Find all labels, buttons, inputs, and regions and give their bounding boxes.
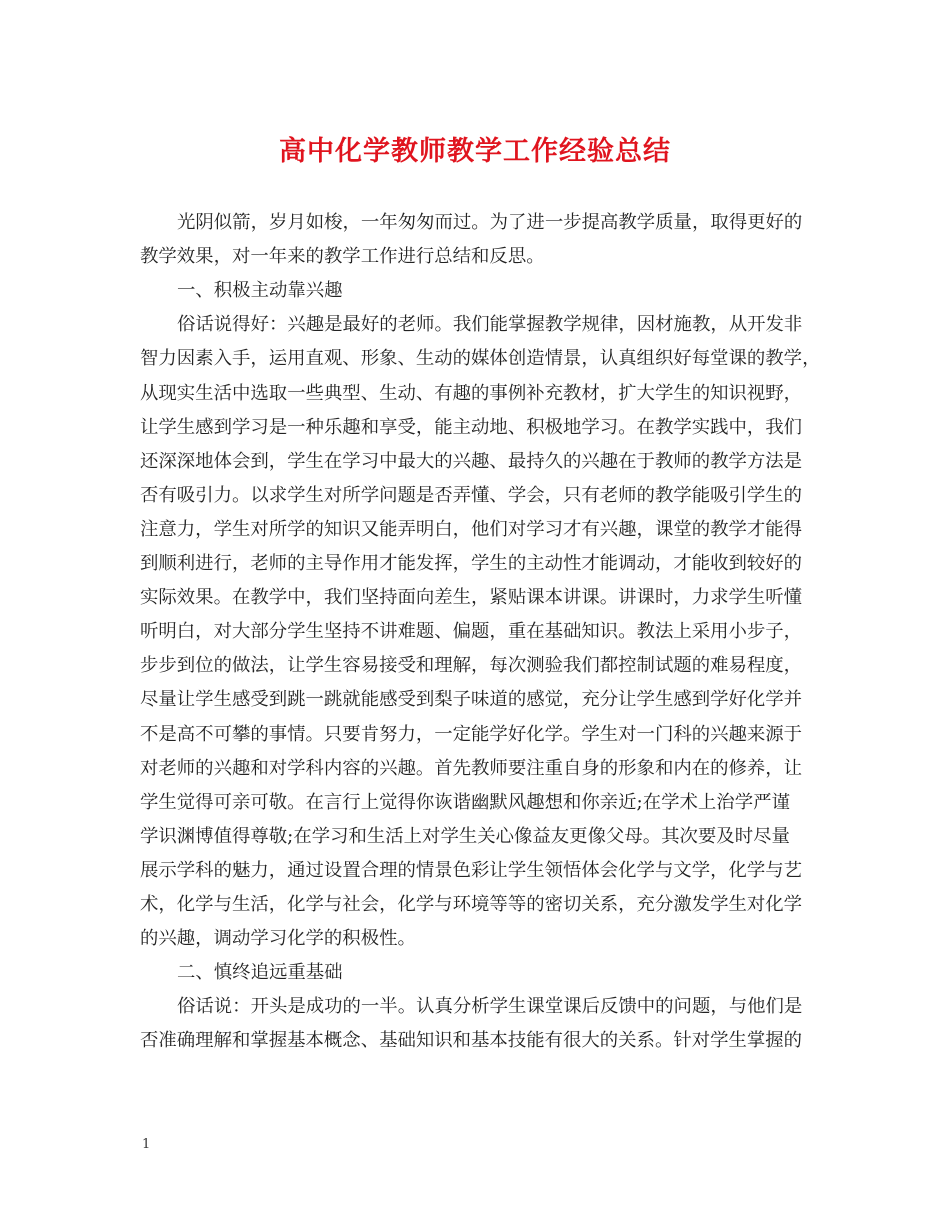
body-text-line: 尽量让学生感受到跳一跳就能感受到梨子味道的感觉，充分让学生感到学好化学并 bbox=[140, 689, 803, 710]
body-text-line: 一、积极主动靠兴趣 bbox=[177, 280, 343, 301]
body-text-line: 的兴趣，调动学习化学的积极性。 bbox=[140, 928, 416, 949]
body-text-line: 否有吸引力。以求学生对所学问题是否弄懂、学会，只有老师的教学能吸引学生的 bbox=[140, 485, 803, 506]
body-text-line: 步步到位的做法，让学生容易接受和理解，每次测验我们都控制试题的难易程度， bbox=[140, 655, 803, 676]
body-text-line: 光阴似箭，岁月如梭，一年匆匆而过。为了进一步提高教学质量，取得更好的 bbox=[177, 212, 803, 233]
body-text-line: 学识渊博值得尊敬;在学习和生活上对学生关心像益友更像父母。其次要及时尽量 bbox=[140, 826, 790, 847]
body-text-line: 还深深地体会到，学生在学习中最大的兴趣、最持久的兴趣在于教师的教学方法是 bbox=[140, 451, 803, 472]
body-text-line: 教学效果，对一年来的教学工作进行总结和反思。 bbox=[140, 246, 545, 267]
body-text-line: 不是高不可攀的事情。只要肯努力，一定能学好化学。学生对一门科的兴趣来源于 bbox=[140, 724, 803, 745]
body-text-line: 到顺利进行，老师的主导作用才能发挥，学生的主动性才能调动，才能收到较好的 bbox=[140, 553, 803, 574]
body-text-line: 俗话说得好：兴趣是最好的老师。我们能掌握教学规律，因材施教，从开发非 bbox=[177, 314, 803, 335]
body-text-line: 智力因素入手，运用直观、形象、生动的媒体创造情景，认真组织好每堂课的教学， bbox=[140, 348, 821, 369]
body-text-line: 二、慎终追远重基础 bbox=[177, 962, 343, 983]
body-text-line: 对老师的兴趣和对学科内容的兴趣。首先教师要注重自身的形象和内在的修养，让 bbox=[140, 758, 803, 779]
body-text-line: 术，化学与生活，化学与社会，化学与环境等等的密切关系，充分激发学生对化学 bbox=[140, 894, 803, 915]
body-text-line: 俗话说：开头是成功的一半。认真分析学生课堂课后反馈中的问题，与他们是 bbox=[177, 996, 803, 1017]
body-text-line: 学生觉得可亲可敬。在言行上觉得你诙谐幽默风趣想和你亲近;在学术上治学严谨 bbox=[140, 792, 790, 813]
body-text-line: 从现实生活中选取一些典型、生动、有趣的事例补充教材，扩大学生的知识视野， bbox=[140, 383, 803, 404]
page-number: 1 bbox=[142, 1137, 151, 1152]
body-text-line: 否准确理解和掌握基本概念、基础知识和基本技能有很大的关系。针对学生掌握的 bbox=[140, 1030, 803, 1051]
document-title: 高中化学教师教学工作经验总结 bbox=[279, 136, 671, 167]
body-text-line: 实际效果。在教学中，我们坚持面向差生，紧贴课本讲课。讲课时，力求学生听懂 bbox=[140, 587, 803, 608]
body-text-line: 注意力，学生对所学的知识又能弄明白，他们对学习才有兴趣，课堂的教学才能得 bbox=[140, 519, 803, 540]
body-text-line: 让学生感到学习是一种乐趣和享受，能主动地、积极地学习。在教学实践中，我们 bbox=[140, 417, 803, 438]
body-text-line: 听明白，对大部分学生坚持不讲难题、偏题，重在基础知识。教法上采用小步子， bbox=[140, 621, 803, 642]
body-text-line: 展示学科的魅力，通过设置合理的情景色彩让学生领悟体会化学与文学，化学与艺 bbox=[140, 860, 803, 881]
